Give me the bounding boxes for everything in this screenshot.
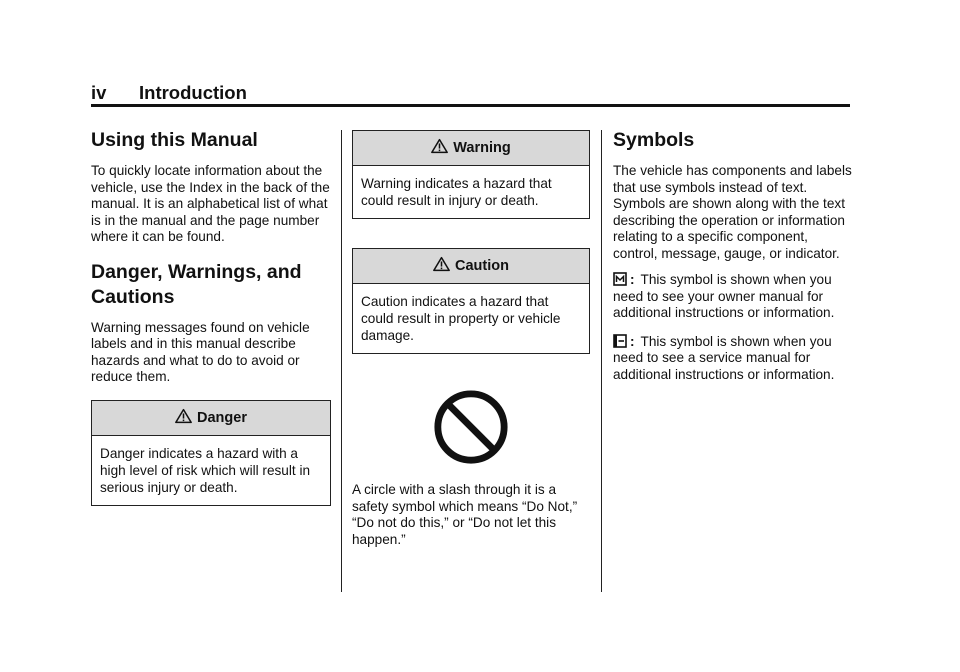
column-divider [341, 130, 342, 592]
danger-box [91, 400, 331, 506]
heading-symbols: Symbols [613, 129, 695, 151]
danger-box-title: Danger [197, 409, 247, 426]
symbol-colon: : [630, 333, 635, 349]
danger-box-header [92, 401, 330, 436]
service-manual-icon [613, 334, 627, 348]
symbol-colon: : [630, 272, 635, 287]
caution-box [352, 248, 590, 354]
symbol-description: This symbol is shown when you need to see a service manual for additional instructions or information. [613, 333, 835, 382]
warning-triangle-icon [175, 408, 192, 424]
symbol-description: This symbol is shown when you need to see your owner manual for additional instructions or information. [613, 272, 835, 320]
heading-line-1: Danger, Warnings, and [91, 260, 302, 283]
symbol-entry-service-manual [613, 334, 853, 384]
warning-box-text: Warning indicates a hazard that could result in injury or death. [361, 176, 552, 208]
page-header [91, 82, 850, 107]
column-divider [601, 130, 602, 592]
warning-box-header [353, 131, 589, 166]
caution-box-text: Caution indicates a hazard that could result in property or vehicle damage. [361, 294, 561, 343]
symbols-intro: The vehicle has components and labels that use symbols instead of text. Symbols are shown along with the text describing the operation or information relating to a specific component, control, message, gauge, or indicator. [613, 163, 852, 261]
heading-line-2: Cautions [91, 285, 175, 308]
warning-box [352, 130, 590, 219]
warning-triangle-icon [431, 138, 448, 154]
symbol-entry-owner-manual [613, 272, 853, 322]
warning-box-title: Warning [453, 140, 511, 156]
owner-manual-icon [613, 272, 627, 286]
caution-box-title: Caution [455, 258, 509, 274]
column-middle [352, 130, 590, 562]
caution-box-header [353, 249, 589, 284]
circle-slash-description: A circle with a slash through it is a safety symbol which means “Do Not,” “Do not do this,” or “Do not let this happen.” [352, 482, 578, 547]
page-number: iv [91, 82, 107, 103]
section-title: Introduction [139, 82, 247, 103]
warning-triangle-icon [433, 256, 450, 272]
column-left [91, 122, 331, 506]
column-right [613, 122, 853, 395]
prohibition-symbol-icon [432, 388, 510, 466]
paragraph-warning-messages: Warning messages found on vehicle labels and in this manual describe hazards and what to do to avoid or reduce them. [91, 319, 310, 384]
paragraph-using-manual: To quickly locate information about the vehicle, use the Index in the back of the manual. It is an alphabetical list of what is in the manual and the page number where it can be found. [91, 163, 330, 244]
danger-box-text: Danger indicates a hazard with a high level of risk which will result in serious injury or death. [100, 445, 311, 495]
heading-danger-warnings [91, 260, 331, 310]
heading-using-manual: Using this Manual [91, 129, 258, 151]
